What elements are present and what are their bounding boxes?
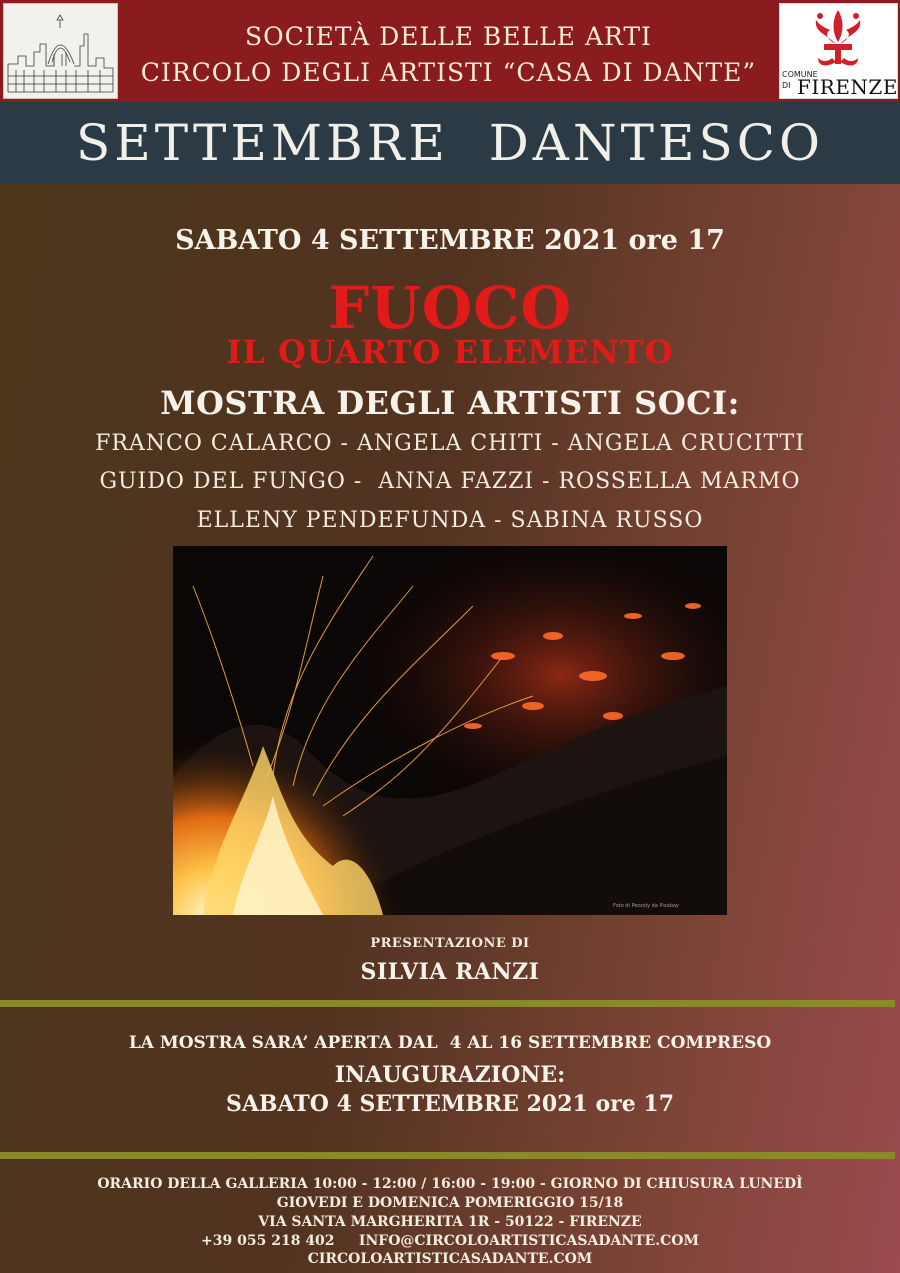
fire-photo: [173, 546, 727, 915]
contact-info: +39 055 218 402 INFO@CIRCOLOARTISTICASADANTE.COM: [201, 1233, 699, 1249]
inauguration-label: INAUGURAZIONE:: [334, 1062, 566, 1088]
artists-line: GUIDO DEL FUNGO - ANNA FAZZI - ROSSELLA MARMO: [99, 469, 801, 494]
artists-line: FRANCO CALARCO - ANGELA CHITI - ANGELA CRUCITTI: [95, 431, 805, 456]
event-date: SABATO 4 SETTEMBRE 2021 ore 17: [175, 225, 725, 256]
divider: [0, 1000, 895, 1007]
di-label: DI: [782, 81, 791, 90]
florence-skyline-sketch-icon: [3, 3, 118, 99]
open-period: LA MOSTRA SARA’ APERTA DAL 4 AL 16 SETTEMBRE COMPRESO: [128, 1033, 772, 1053]
page-title: SETTEMBRE DANTESCO: [75, 114, 825, 172]
comune-di-firenze-logo: [779, 3, 898, 99]
divider: [0, 1152, 895, 1159]
inauguration-date: SABATO 4 SETTEMBRE 2021 ore 17: [225, 1091, 675, 1117]
firenze-label: FIRENZE: [797, 75, 898, 99]
presenter-name: SILVIA RANZI: [360, 959, 540, 985]
organization-subname: CIRCOLO DEGLI ARTISTI “CASA DI DANTE”: [140, 58, 757, 87]
extra-hours: GIOVEDI E DOMENICA POMERIGGIO 15/18: [276, 1195, 624, 1211]
organization-name: SOCIETÀ DELLE BELLE ARTI: [245, 22, 652, 51]
address: VIA SANTA MARGHERITA 1R - 50122 - FIRENZE: [258, 1214, 642, 1230]
presentation-label: PRESENTAZIONE DI: [370, 936, 530, 951]
event-subtitle: IL QUARTO ELEMENTO: [226, 333, 674, 371]
photo-credit: Foto di Pezzoly da Pixabay: [613, 903, 680, 909]
event-title: FUOCO: [328, 274, 572, 342]
comune-label: COMUNE: [782, 70, 818, 79]
exhibition-heading: MOSTRA DEGLI ARTISTI SOCI:: [160, 384, 740, 422]
website: CIRCOLOARTISTICASADANTE.COM: [307, 1251, 593, 1267]
gallery-hours: ORARIO DELLA GALLERIA 10:00 - 12:00 / 16:00 - 19:00 - GIORNO DI CHIUSURA LUNEDÌ: [97, 1176, 803, 1192]
artists-line: ELLENY PENDEFUNDA - SABINA RUSSO: [196, 508, 704, 533]
